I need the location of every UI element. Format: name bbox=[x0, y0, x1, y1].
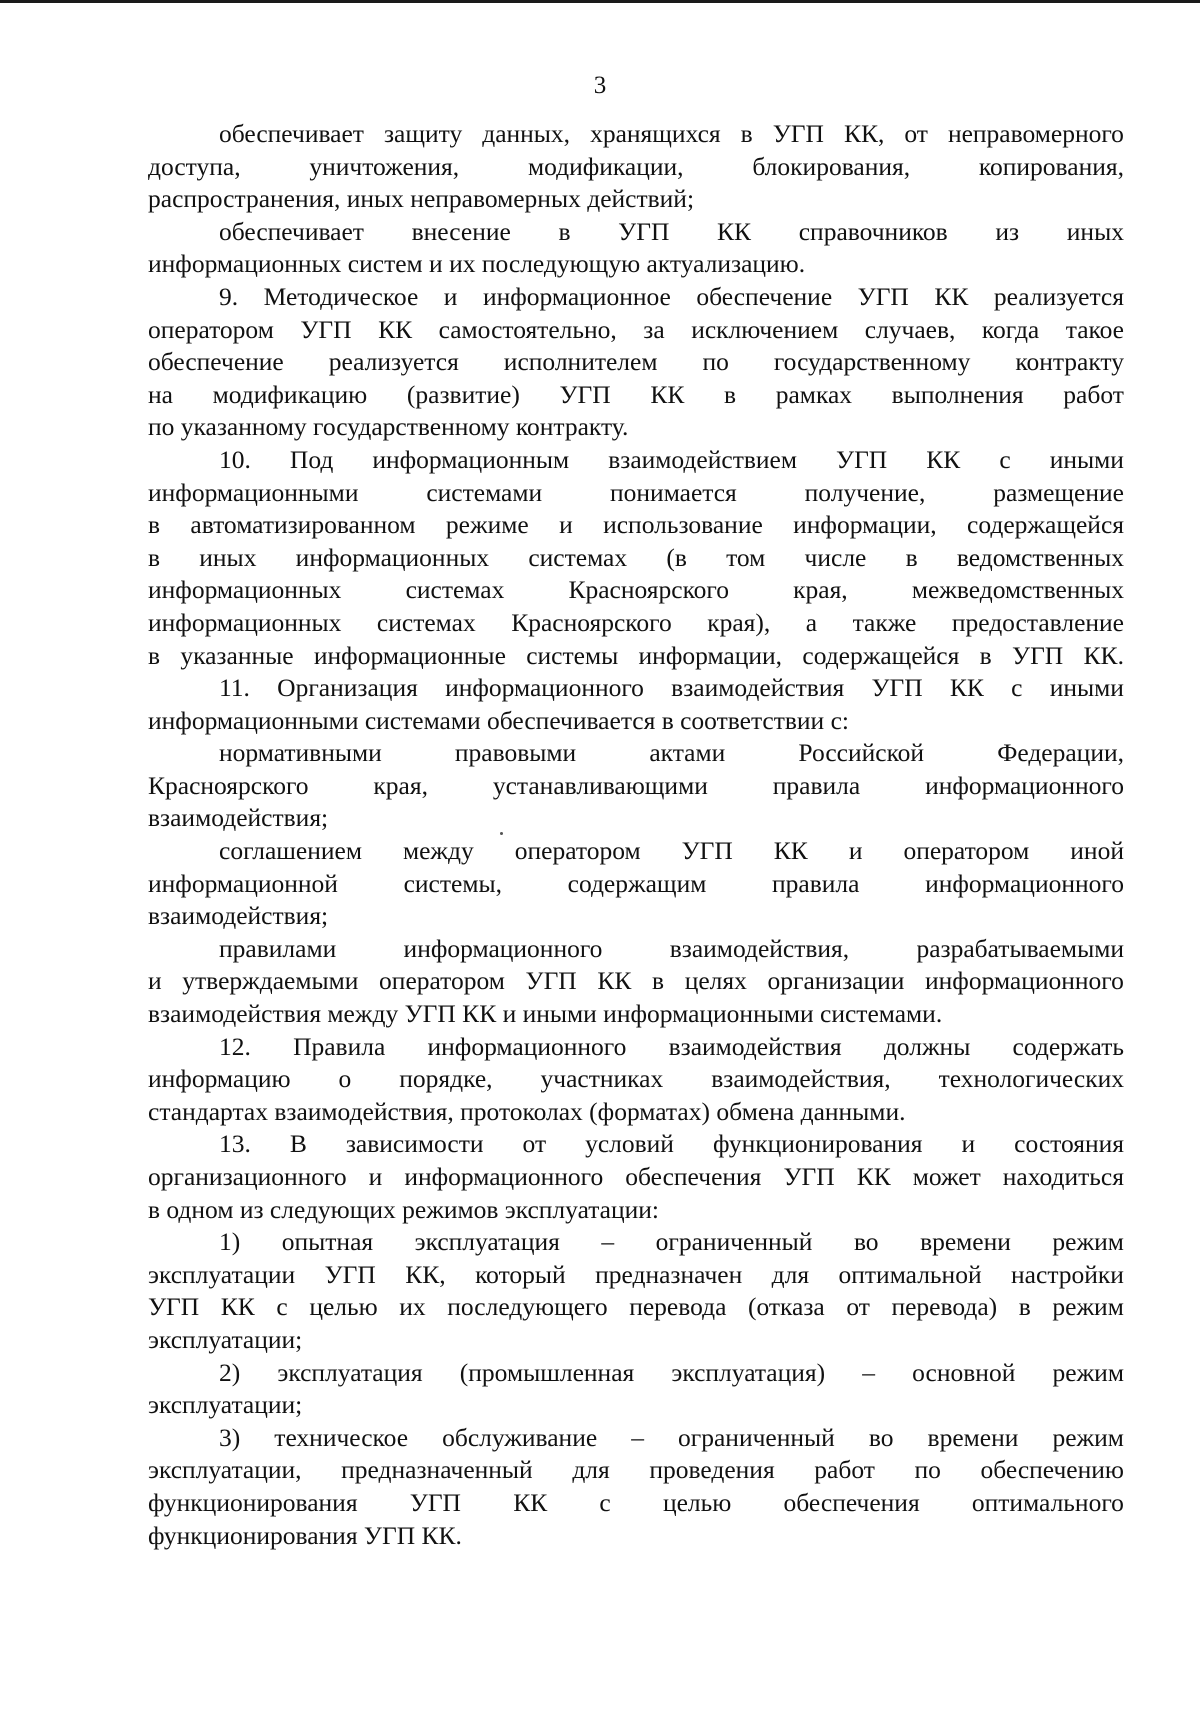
text-line: и утверждаемыми оператором УГП КК в целях организации информационного bbox=[148, 966, 1124, 996]
text-line: распространения, иных неправомерных действий; bbox=[148, 184, 695, 214]
text-line: соглашением между оператором УГП КК и оператором иной bbox=[219, 836, 1124, 866]
text-line: в автоматизированном режиме и использование информации, содержащейся bbox=[148, 510, 1124, 540]
text-line: эксплуатации; bbox=[148, 1390, 303, 1420]
text-line: 1) опытная эксплуатация – ограниченный во времени режим bbox=[219, 1227, 1124, 1257]
text-line: информационной системы, содержащим правила информационного bbox=[148, 868, 1124, 898]
text-line: УГП КК с целью их последующего перевода (отказа от перевода) в режим bbox=[148, 1292, 1124, 1322]
text-line: нормативными правовыми актами Российской Федерации, bbox=[219, 738, 1124, 768]
text-line: информационных системах Красноярского края, межведомственных bbox=[148, 575, 1124, 605]
text-line: обеспечивает внесение в УГП КК справочников из иных bbox=[219, 216, 1124, 246]
text-line: в иных информационных системах (в том числе в ведомственных bbox=[148, 542, 1124, 572]
scan-edge bbox=[0, 0, 1200, 3]
text-line: по указанному государственному контракту. bbox=[148, 412, 629, 442]
text-line: стандартах взаимодействия, протоколах (форматах) обмена данными. bbox=[148, 1096, 906, 1126]
text-line: информацию о порядке, участниках взаимодействия, технологических bbox=[148, 1064, 1124, 1094]
text-line: взаимодействия между УГП КК и иными информационными системами. bbox=[148, 999, 943, 1029]
text-line: Красноярского края, устанавливающими правила информационного bbox=[148, 770, 1124, 800]
text-line: 3) техническое обслуживание – ограниченный во времени режим bbox=[219, 1422, 1124, 1452]
text-line: оператором УГП КК самостоятельно, за исключением случаев, когда такое bbox=[148, 314, 1124, 344]
text-line: организационного и информационного обеспечения УГП КК может находиться bbox=[148, 1162, 1124, 1191]
text-line: 11. Организация информационного взаимодействия УГП КК с иными bbox=[219, 673, 1124, 703]
text-line: 2) эксплуатация (промышленная эксплуатация) – основной режим bbox=[219, 1357, 1124, 1387]
scan-speck bbox=[500, 832, 503, 835]
text-line: информационных систем и их последующую актуализацию. bbox=[148, 249, 806, 279]
text-line: информационными системами понимается получение, размещение bbox=[148, 477, 1124, 507]
text-line: обеспечивает защиту данных, хранящихся в УГП КК, от неправомерного bbox=[219, 119, 1124, 148]
text-line: информационных системах Красноярского края), а также предоставление bbox=[148, 607, 1124, 637]
text-line: 9. Методическое и информационное обеспечение УГП КК реализуется bbox=[219, 281, 1124, 311]
text-line: эксплуатации УГП КК, который предназначен для оптимальной настройки bbox=[148, 1259, 1124, 1289]
text-line: эксплуатации, предназначенный для проведения работ по обеспечению bbox=[148, 1455, 1124, 1485]
text-line: взаимодействия; bbox=[148, 901, 329, 931]
document-body bbox=[148, 118, 1124, 1552]
text-line: обеспечение реализуется исполнителем по государственному контракту bbox=[148, 347, 1124, 377]
text-line: функционирования УГП КК с целью обеспечения оптимального bbox=[148, 1487, 1124, 1517]
text-line: информационными системами обеспечивается в соответствии с: bbox=[148, 705, 849, 735]
text-line: 12. Правила информационного взаимодействия должны содержать bbox=[219, 1031, 1124, 1061]
text-line: правилами информационного взаимодействия, разрабатываемыми bbox=[219, 933, 1124, 963]
page-number: 3 bbox=[593, 72, 607, 99]
text-line: эксплуатации; bbox=[148, 1324, 303, 1354]
text-line: доступа, уничтожения, модификации, блокирования, копирования, bbox=[148, 151, 1124, 181]
text-line: 10. Под информационным взаимодействием УГП КК с иными bbox=[219, 444, 1124, 474]
text-line: функционирования УГП КК. bbox=[148, 1520, 462, 1550]
text-line: в указанные информационные системы информации, содержащейся в УГП КК. bbox=[148, 640, 1124, 670]
text-line: взаимодействия; bbox=[148, 803, 329, 833]
text-line: на модификацию (развитие) УГП КК в рамках выполнения работ bbox=[148, 379, 1124, 409]
text-line: 13. В зависимости от условий функционирования и состояния bbox=[219, 1129, 1124, 1159]
text-line: в одном из следующих режимов эксплуатации: bbox=[148, 1194, 660, 1224]
